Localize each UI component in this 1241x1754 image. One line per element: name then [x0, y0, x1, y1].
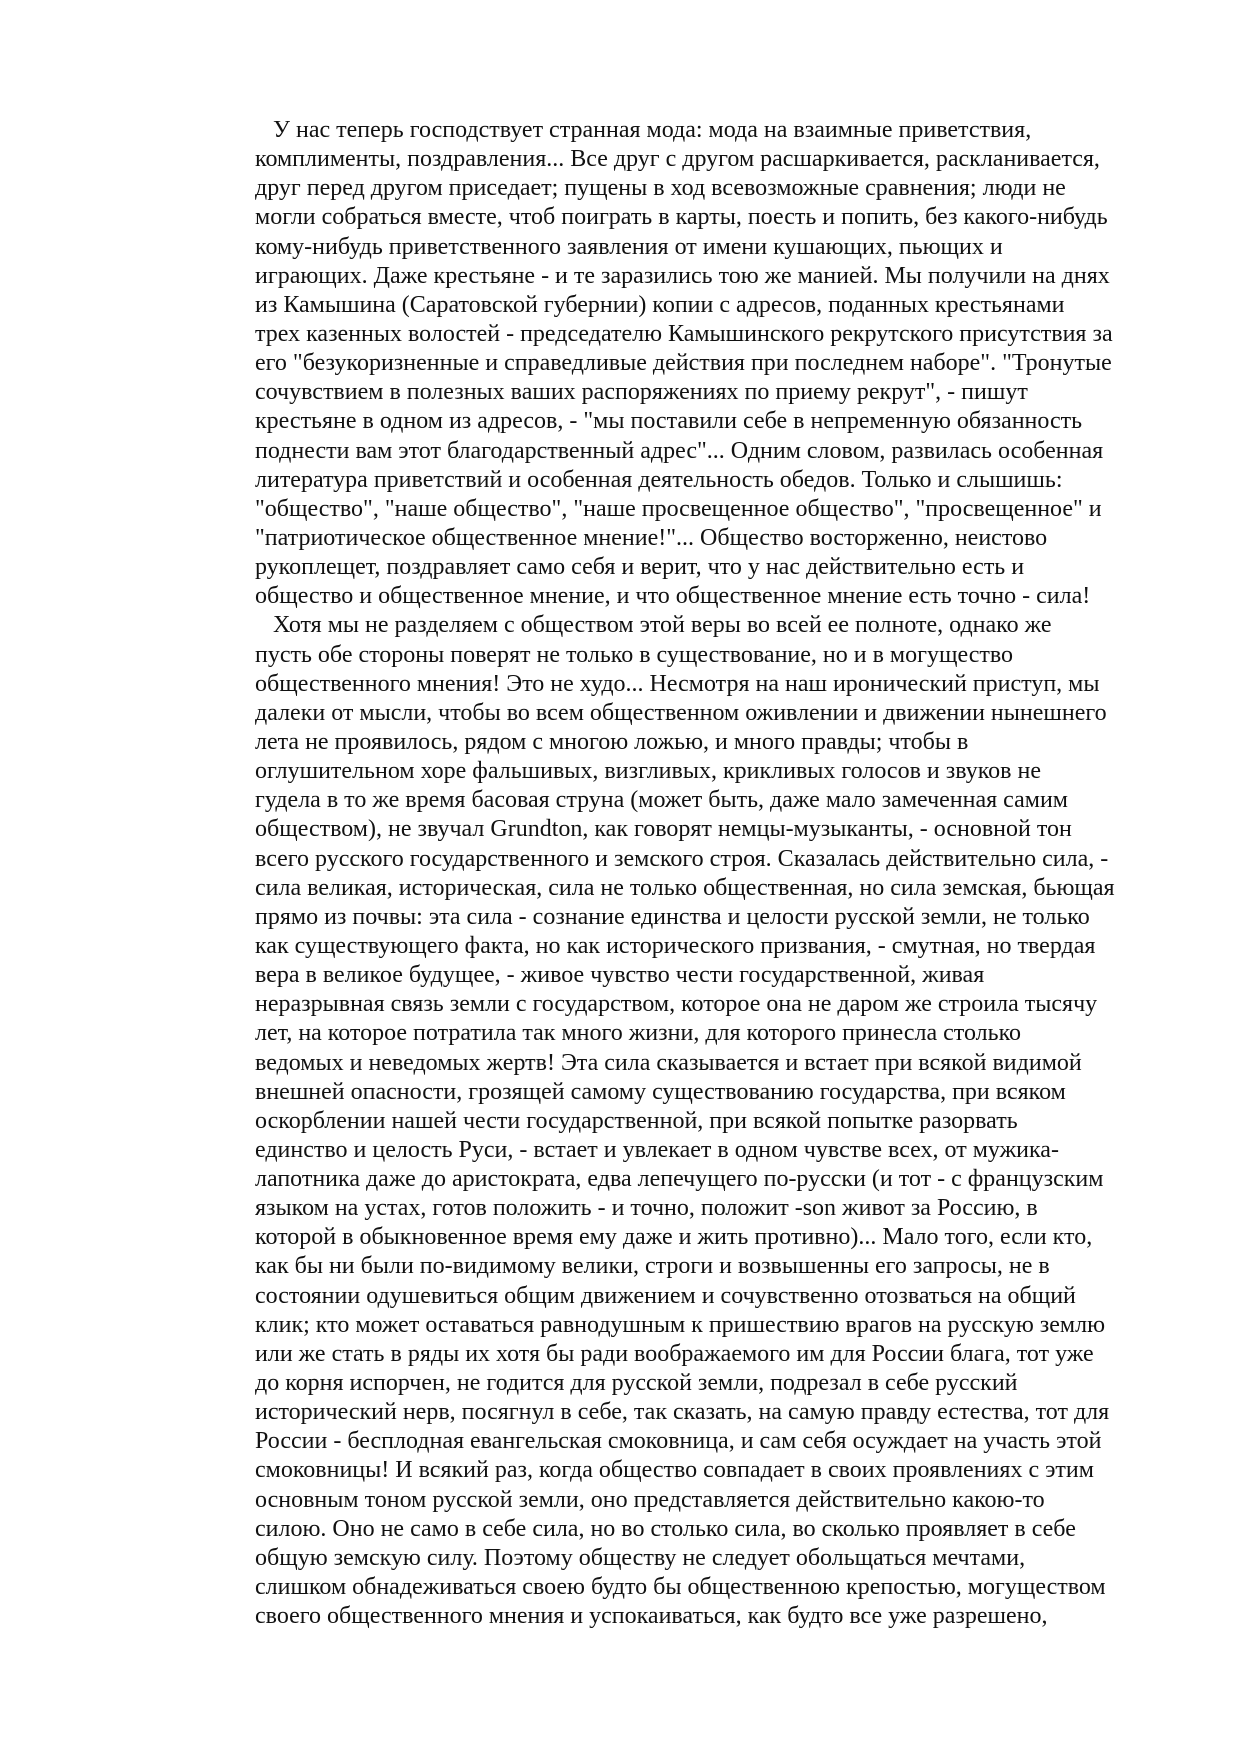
text-line: играющих. Даже крестьяне - и те заразились тою же манией. Мы получили на днях — [255, 262, 1110, 289]
text-line: его "безукоризненные и справедливые действия при последнем наборе". "Тронутые — [255, 350, 1112, 377]
text-line: клик; кто может оставаться равнодушным к пришествию врагов на русскую землю — [255, 1311, 1106, 1338]
text-line: своего общественного мнения и успокаиваться, как будто все уже разрешено, — [255, 1603, 1048, 1630]
text-line: состоянии одушевиться общим движением и сочувственно отозваться на общий — [255, 1282, 1076, 1309]
text-line: вера в великое будущее, - живое чувство чести государственной, живая — [255, 962, 985, 989]
text-line: друг перед другом приседает; пущены в ход всевозможные сравнения; люди не — [255, 175, 1066, 202]
text-line: поднести вам этот благодарственный адрес"... Одним словом, развилась особенная — [255, 437, 1104, 464]
text-line: которой в обыкновенное время ему даже и жить противно)... Мало того, если кто, — [255, 1224, 1093, 1251]
text-line: основным тоном русской земли, оно представляется действительно какою-то — [255, 1486, 1045, 1513]
text-line: исторический нерв, посягнул в себе, так сказать, на самую правду естества, тот для — [255, 1399, 1110, 1426]
text-line: всего русского государственного и земского строя. Сказалась действительно сила, - — [255, 845, 1109, 872]
text-line: как бы ни были по-видимому велики, строги и возвышенны его запросы, не в — [255, 1253, 1050, 1280]
text-line: "патриотическое общественное мнение!"... Общество восторженно, неистово — [255, 524, 1048, 551]
text-line: как существующего факта, но как исторического призвания, - смутная, но твердая — [255, 932, 1096, 959]
text-line: лапотника даже до аристократа, едва лепечущего по-русски (и тот - с французским — [255, 1166, 1104, 1193]
text-line: неразрывная связь земли с государством, которое она не даром же строила тысячу — [255, 991, 1098, 1018]
text-line: Хотя мы не разделяем с обществом этой веры во всей ее полноте, однако же — [255, 612, 1052, 639]
text-line: общую земскую силу. Поэтому обществу не следует обольщаться мечтами, — [255, 1544, 1026, 1571]
text-line: оглушительном хоре фальшивых, визгливых, крикливых голосов и звуков не — [255, 758, 1042, 785]
text-line: лет, на которое потратила так много жизни, для которого принесла столько — [255, 1020, 1022, 1047]
text-line: ведомых и неведомых жертв! Эта сила сказывается и встает при всякой видимой — [255, 1049, 1082, 1076]
article-text — [255, 116, 1155, 1631]
text-line: крестьяне в одном из адресов, - "мы поставили себе в непременную обязанность — [255, 408, 1083, 435]
text-line: единство и целость Руси, - встает и увлекает в одном чувстве всех, от мужика- — [255, 1136, 1059, 1163]
text-line: оскорблении нашей чести государственной, при всякой попытке разорвать — [255, 1107, 1018, 1134]
text-line: комплименты, поздравления... Все друг с другом расшаркивается, раскланивается, — [255, 146, 1100, 173]
text-line: сочувствием в полезных ваших распоряжениях по приему рекрут", - пишут — [255, 379, 1028, 406]
text-line: или же стать в ряды их хотя бы ради воображаемого им для России блага, тот уже — [255, 1340, 1094, 1367]
text-line: далеки от мысли, чтобы во всем общественном оживлении и движении нынешнего — [255, 699, 1107, 726]
text-line: рукоплещет, поздравляет само себя и верит, что у нас действительно есть и — [255, 554, 1025, 581]
text-line: трех казенных волостей - председателю Камышинского рекрутского присутствия за — [255, 320, 1113, 347]
text-line: языком на устах, готов положить - и точно, положит -son живот за Россию, в — [255, 1195, 1038, 1222]
text-line: смоковницы! И всякий раз, когда общество совпадает в своих проявлениях с этим — [255, 1457, 1094, 1484]
text-line: России - бесплодная евангельская смоковница, и сам себя осуждает на участь этой — [255, 1428, 1102, 1455]
text-line: лета не проявилось, рядом с многою ложью, и много правды; чтобы в — [255, 728, 969, 755]
text-line: общественного мнения! Это не худо... Несмотря на наш иронический приступ, мы — [255, 670, 1100, 697]
text-line: гудела в то же время басовая струна (может быть, даже мало замеченная самим — [255, 787, 1068, 814]
text-line: кому-нибудь приветственного заявления от имени кушающих, пьющих и — [255, 233, 1003, 260]
text-line: обществом), не звучал Grundton, как говорят немцы-музыканты, - основной тон — [255, 816, 1072, 843]
text-line: могли собраться вместе, чтоб поиграть в карты, поесть и попить, без какого-нибудь — [255, 204, 1108, 231]
text-line: сила великая, историческая, сила не только общественная, но сила земская, бьющая — [255, 874, 1115, 901]
text-line: прямо из почвы: эта сила - сознание единства и целости русской земли, не только — [255, 903, 1090, 930]
text-line: пусть обе стороны поверят не только в существование, но и в могущество — [255, 641, 1014, 668]
text-line: внешней опасности, грозящей самому существованию государства, при всяком — [255, 1078, 1066, 1105]
text-line: "общество", "наше общество", "наше просвещенное общество", "просвещенное" и — [255, 495, 1102, 522]
text-line: У нас теперь господствует странная мода: мода на взаимные приветствия, — [255, 117, 1032, 143]
text-line: слишком обнадеживаться своею будто бы общественною крепостью, могуществом — [255, 1574, 1106, 1601]
text-line: литература приветствий и особенная деятельность обедов. Только и слышишь: — [255, 466, 1063, 493]
text-line: силою. Оно не само в себе сила, но во столько сила, во сколько проявляет в себе — [255, 1515, 1076, 1542]
text-line: до корня испорчен, не годится для русской земли, подрезал в себе русский — [255, 1370, 1018, 1397]
text-line: общество и общественное мнение, и что общественное мнение есть точно - сила! — [255, 583, 1091, 610]
text-line: из Камышина (Саратовской губернии) копии с адресов, поданных крестьянами — [255, 291, 1065, 318]
